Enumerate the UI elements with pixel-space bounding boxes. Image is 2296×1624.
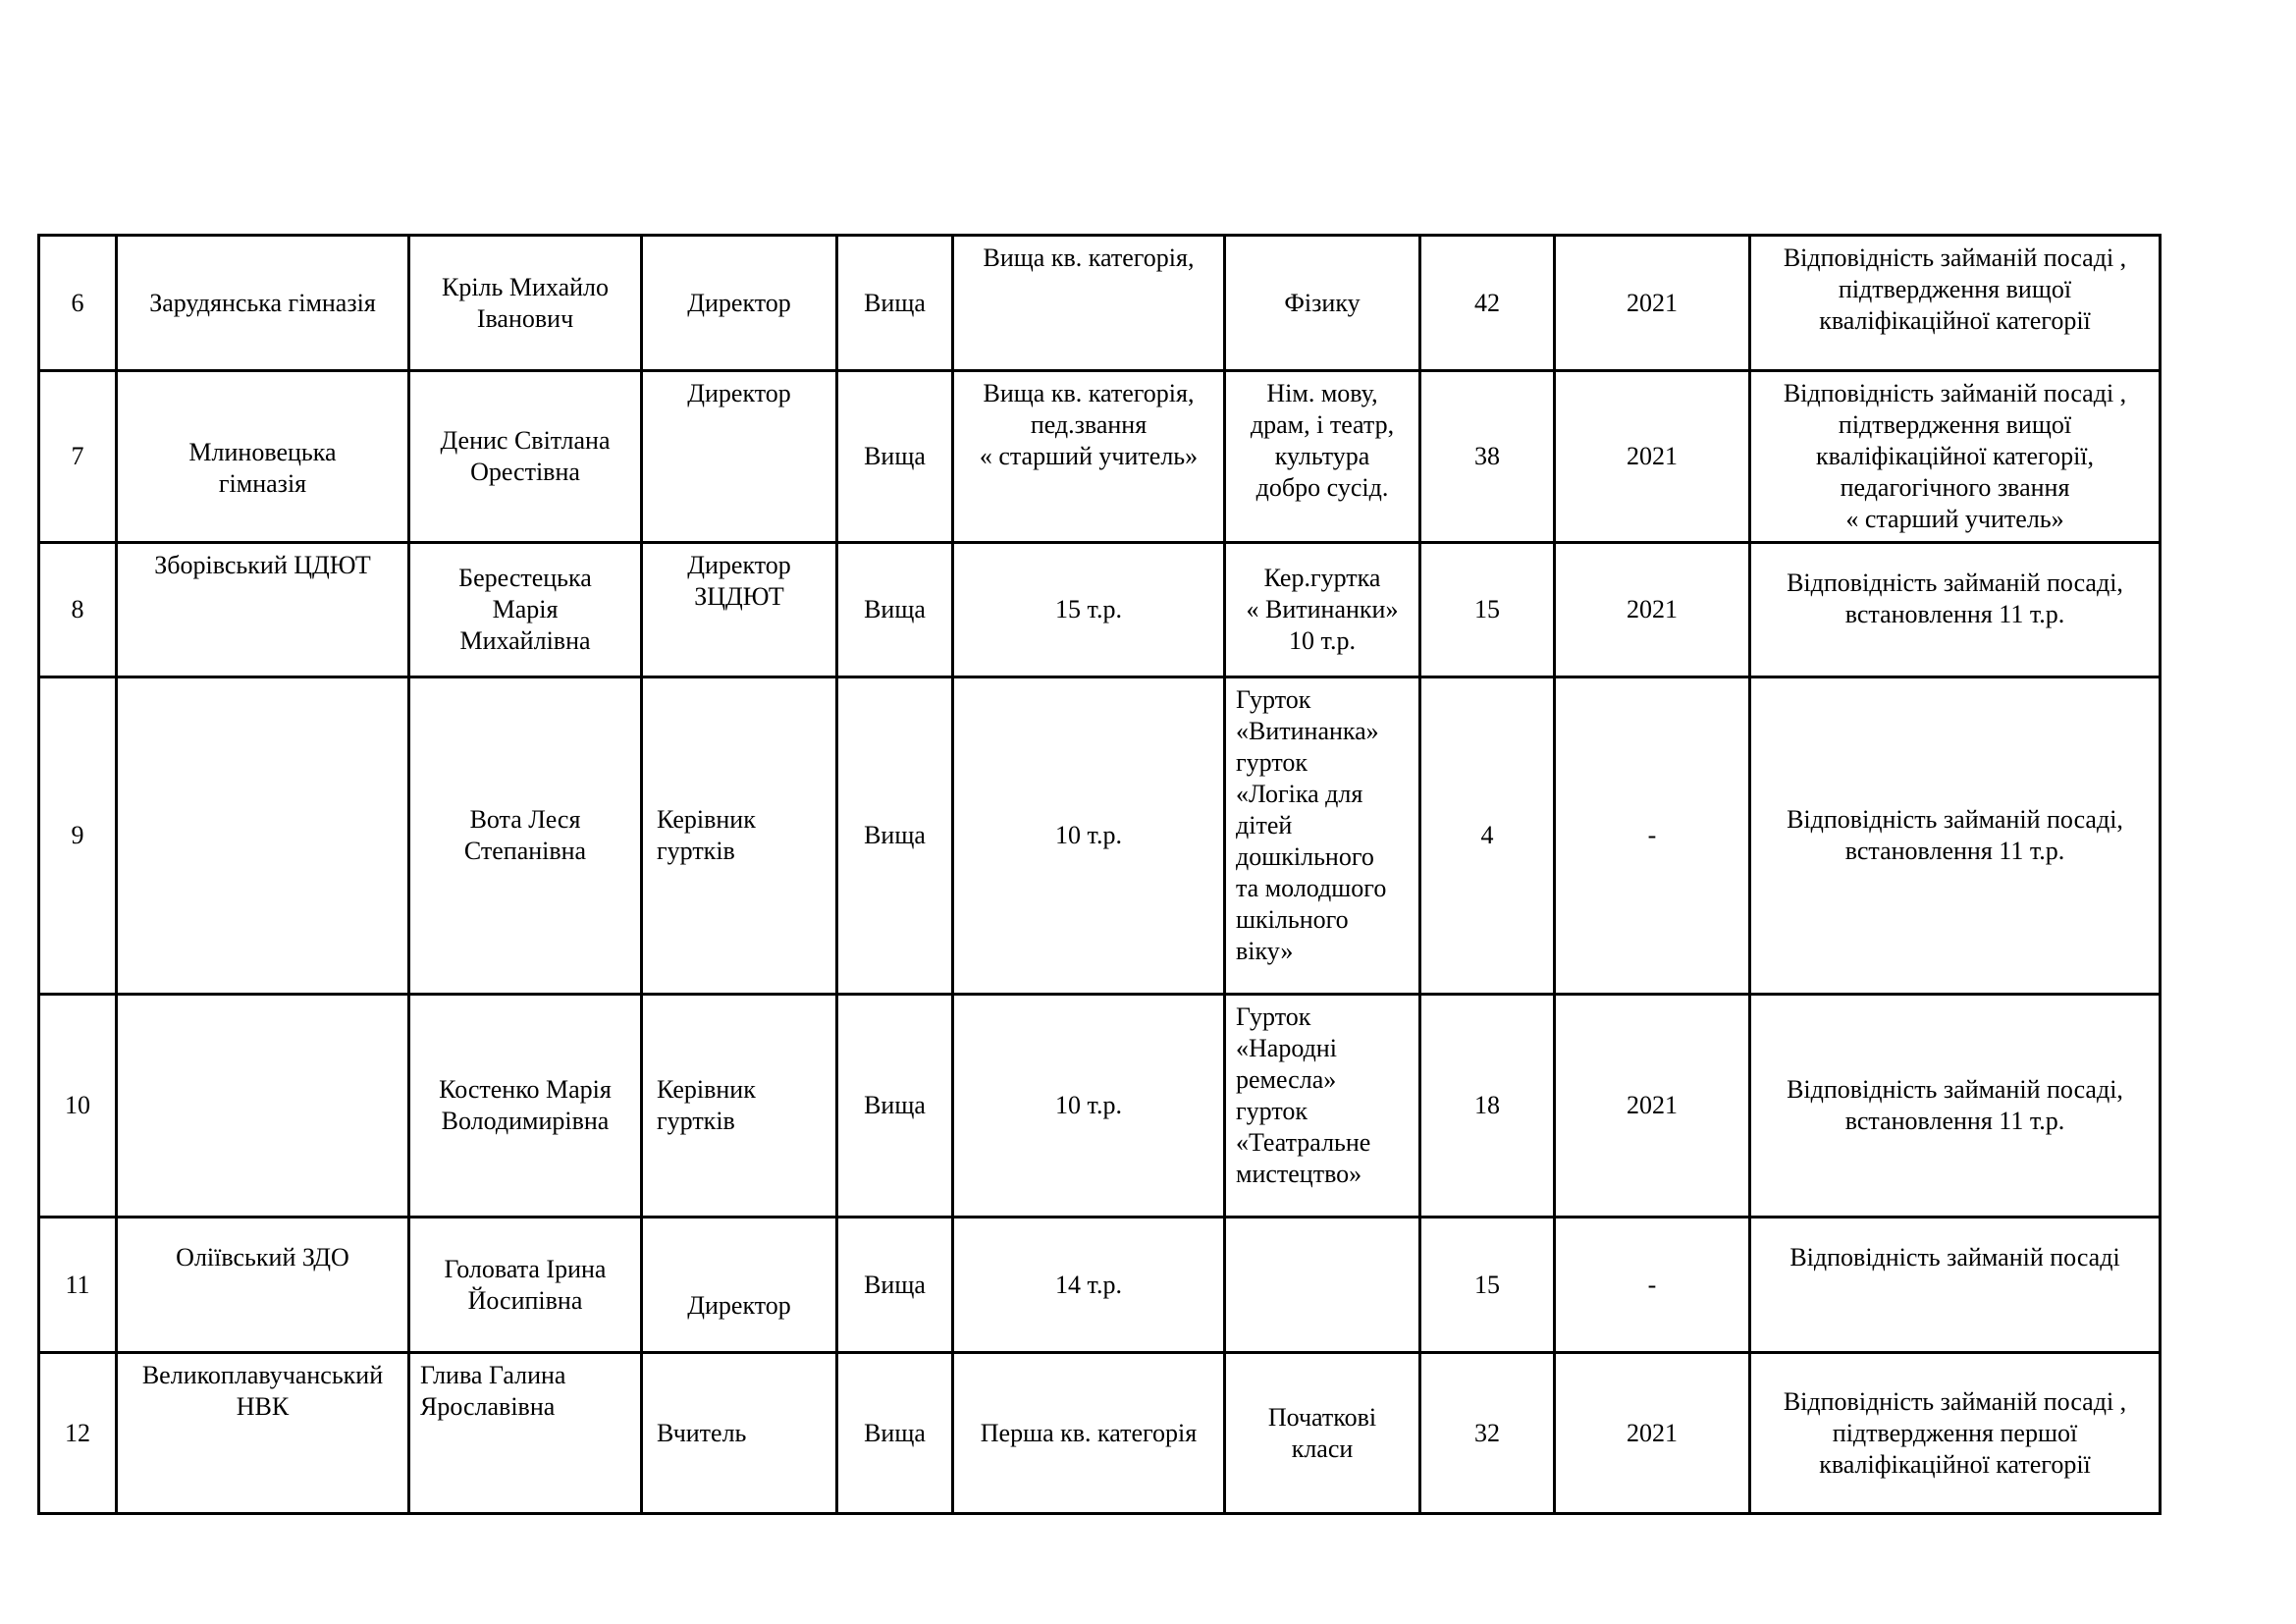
position-cell: Директор — [642, 1218, 837, 1353]
position-cell: Керівник гуртків — [642, 995, 837, 1218]
position-cell: Директор ЗЦДЮТ — [642, 543, 837, 677]
experience-cell: 18 — [1420, 995, 1555, 1218]
position-cell: Вчитель — [642, 1353, 837, 1514]
row-number: 8 — [39, 543, 117, 677]
experience-cell: 32 — [1420, 1353, 1555, 1514]
decision-cell: Відповідність займаній посаді , підтвердження вищої кваліфікаційної категорії, педагогічного звання « старший учитель» — [1750, 371, 2161, 543]
row-number: 12 — [39, 1353, 117, 1514]
decision-cell: Відповідність займаній посаді , підтвердження вищої кваліфікаційної категорії — [1750, 236, 2161, 371]
table-row — [39, 371, 2161, 543]
table-row — [39, 236, 2161, 371]
year-cell: 2021 — [1555, 371, 1750, 543]
table-row — [39, 1353, 2161, 1514]
experience-cell: 15 — [1420, 543, 1555, 677]
year-cell: - — [1555, 1218, 1750, 1353]
subject-cell — [1225, 1218, 1420, 1353]
decision-cell: Відповідність займаній посаді — [1750, 1218, 2161, 1353]
decision-cell: Відповідність займаній посаді , підтвердження першої кваліфікаційної категорії — [1750, 1353, 2161, 1514]
education-cell: Вища — [837, 371, 953, 543]
year-cell: 2021 — [1555, 236, 1750, 371]
name-cell: Головата Ірина Йосипівна — [409, 1218, 642, 1353]
institution-cell: Зарудянська гімназія — [117, 236, 409, 371]
category-cell: 10 т.р. — [953, 677, 1225, 995]
subject-cell: Кер.гуртка « Витинанки» 10 т.р. — [1225, 543, 1420, 677]
education-cell: Вища — [837, 543, 953, 677]
category-cell: Вища кв. категорія, — [953, 236, 1225, 371]
name-cell: Денис Світлана Орестівна — [409, 371, 642, 543]
education-cell: Вища — [837, 995, 953, 1218]
position-cell: Директор — [642, 236, 837, 371]
decision-cell: Відповідність займаній посаді, встановлення 11 т.р. — [1750, 677, 2161, 995]
attestation-table — [37, 234, 2162, 1515]
subject-cell: Початкові класи — [1225, 1353, 1420, 1514]
institution-cell — [117, 677, 409, 995]
experience-cell: 42 — [1420, 236, 1555, 371]
row-number: 9 — [39, 677, 117, 995]
year-cell: - — [1555, 677, 1750, 995]
year-cell: 2021 — [1555, 995, 1750, 1218]
name-cell: Костенко Марія Володимирівна — [409, 995, 642, 1218]
name-cell: Глива Галина Ярославівна — [409, 1353, 642, 1514]
institution-cell: Оліївський ЗДО — [117, 1218, 409, 1353]
table-row — [39, 995, 2161, 1218]
year-cell: 2021 — [1555, 1353, 1750, 1514]
education-cell: Вища — [837, 1218, 953, 1353]
institution-cell — [117, 995, 409, 1218]
name-cell: Берестецька Марія Михайлівна — [409, 543, 642, 677]
category-cell: 14 т.р. — [953, 1218, 1225, 1353]
subject-cell: Нім. мову, драм, і театр, культура добро сусід. — [1225, 371, 1420, 543]
education-cell: Вища — [837, 236, 953, 371]
category-cell: 10 т.р. — [953, 995, 1225, 1218]
row-number: 7 — [39, 371, 117, 543]
decision-cell: Відповідність займаній посаді, встановлення 11 т.р. — [1750, 995, 2161, 1218]
institution-cell: Млиновецька гімназія — [117, 371, 409, 543]
experience-cell: 38 — [1420, 371, 1555, 543]
category-cell: Перша кв. категорія — [953, 1353, 1225, 1514]
row-number: 10 — [39, 995, 117, 1218]
subject-cell: Гурток «Витинанка» гурток «Логіка для дітей дошкільного та молодшого шкільного віку» — [1225, 677, 1420, 995]
education-cell: Вища — [837, 677, 953, 995]
subject-cell: Фізику — [1225, 236, 1420, 371]
position-cell: Керівник гуртків — [642, 677, 837, 995]
table-row — [39, 543, 2161, 677]
subject-cell: Гурток «Народні ремесла» гурток «Театральне мистецтво» — [1225, 995, 1420, 1218]
institution-cell: Зборівський ЦДЮТ — [117, 543, 409, 677]
name-cell: Вота Леся Степанівна — [409, 677, 642, 995]
position-cell: Директор — [642, 371, 837, 543]
education-cell: Вища — [837, 1353, 953, 1514]
decision-cell: Відповідність займаній посаді, встановлення 11 т.р. — [1750, 543, 2161, 677]
year-cell: 2021 — [1555, 543, 1750, 677]
experience-cell: 15 — [1420, 1218, 1555, 1353]
experience-cell: 4 — [1420, 677, 1555, 995]
category-cell: Вища кв. категорія, пед.звання « старший учитель» — [953, 371, 1225, 543]
institution-cell: Великоплавучанський НВК — [117, 1353, 409, 1514]
row-number: 6 — [39, 236, 117, 371]
name-cell: Кріль Михайло Іванович — [409, 236, 642, 371]
table-row — [39, 1218, 2161, 1353]
row-number: 11 — [39, 1218, 117, 1353]
category-cell: 15 т.р. — [953, 543, 1225, 677]
table-row — [39, 677, 2161, 995]
